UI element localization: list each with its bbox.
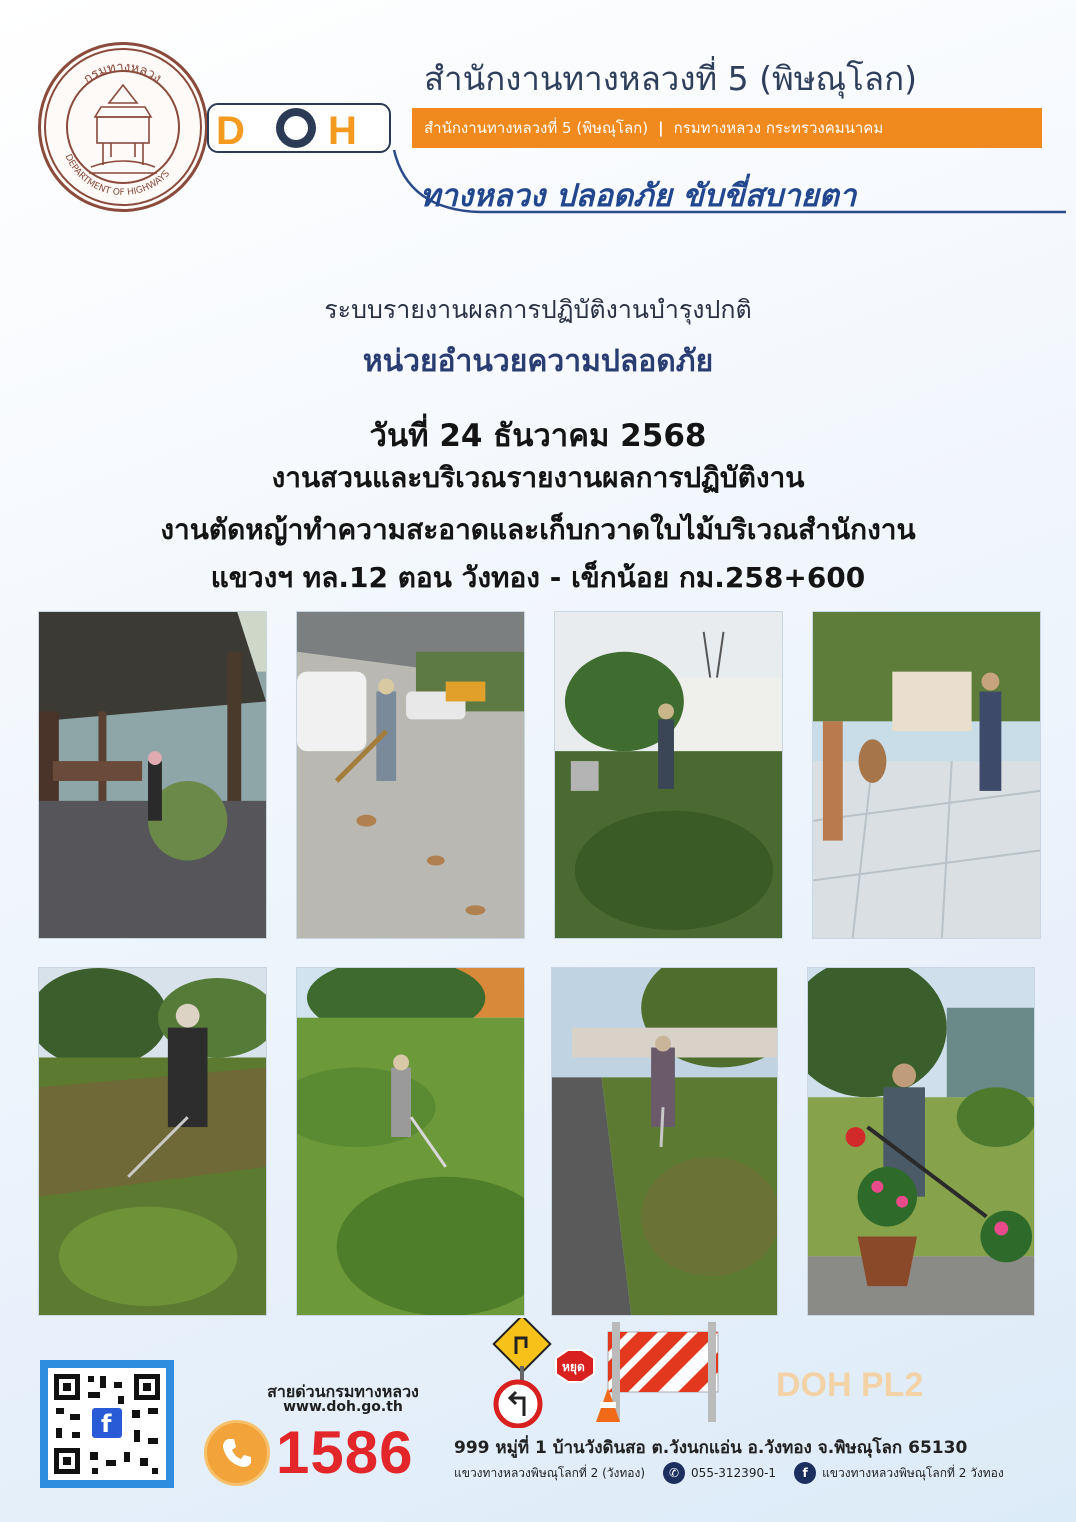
facebook-qr-code[interactable]: [40, 1360, 174, 1488]
svg-text:D: D: [216, 109, 245, 153]
office-name: แขวงทางหลวงพิษณุโลกที่ 2 (วังทอง): [454, 1465, 646, 1480]
work-category: งานสวนและบริเวณรายงานผลการปฏิบัติงาน: [271, 461, 805, 494]
phone-number[interactable]: 055-312390-1: [691, 1466, 777, 1480]
hotline-label: สายด่วนกรมทางหลวง: [267, 1382, 419, 1401]
office-address: 999 หมู่ที่ 1 บ้านวังดินสอ ต.วังนกแอ่น อ.วังทอง จ.พิษณุโลก 65130: [454, 1438, 968, 1458]
hotline-number: 1586: [276, 1419, 414, 1486]
qr-facebook-icon: f: [101, 1410, 112, 1438]
work-photo: [296, 611, 525, 939]
facebook-icon: f: [794, 1462, 816, 1484]
road-signs-illustration: [488, 1318, 758, 1428]
doh-logo: [206, 100, 392, 156]
slogan-text: ทางหลวง ปลอดภัย ขับขี่สบายตา: [420, 178, 857, 214]
work-photo: [554, 611, 783, 939]
facebook-page-name[interactable]: แขวงทางหลวงพิษณุโลกที่ 2 วังทอง: [822, 1465, 1004, 1480]
seal-text-top: กรมทางหลวง: [80, 59, 164, 87]
phone-icon: [204, 1420, 270, 1486]
banner-ministry-name: กรมทางหลวง กระทรวงคมนาคม: [673, 119, 884, 137]
work-photo: [38, 611, 267, 939]
office-title: สำนักงานทางหลวงที่ 5 (พิษณุโลก): [424, 59, 917, 98]
svg-text:กรมทางหลวง: [81, 60, 164, 87]
seal-text-bottom: DEPARTMENT OF HIGHWAYS: [62, 152, 172, 199]
banner-office-name: สำนักงานทางหลวงที่ 5 (พิษณุโลก): [424, 119, 649, 137]
brand-watermark: DOH PL2: [776, 1366, 924, 1404]
system-title: ระบบรายงานผลการปฏิบัติงานบำรุงปกติ: [324, 295, 752, 324]
report-date: วันที่ 24 ธันวาคม 2568: [369, 418, 707, 454]
work-photo: [296, 967, 525, 1316]
website-link[interactable]: www.doh.go.th: [283, 1399, 403, 1415]
svg-text:H: H: [328, 109, 357, 153]
contact-row: [454, 1462, 1004, 1484]
work-photo: [812, 611, 1041, 939]
stop-sign-text: หยุด: [562, 1360, 585, 1374]
work-photo: [38, 967, 267, 1316]
location-text: แขวงฯ ทล.12 ตอน วังทอง - เข็กน้อย กม.258+600: [210, 561, 866, 594]
banner-separator: |: [658, 119, 664, 137]
work-photo: [807, 967, 1035, 1316]
phone-contact-icon: ✆: [663, 1462, 685, 1484]
department-seal-logo: [38, 42, 208, 212]
unit-title: หน่วยอำนวยความปลอดภัย: [362, 344, 714, 379]
work-photo: [551, 967, 778, 1316]
task-description: งานตัดหญ้าทำความสะอาดและเก็บกวาดใบไม้บริเวณสำนักงาน: [160, 513, 916, 546]
